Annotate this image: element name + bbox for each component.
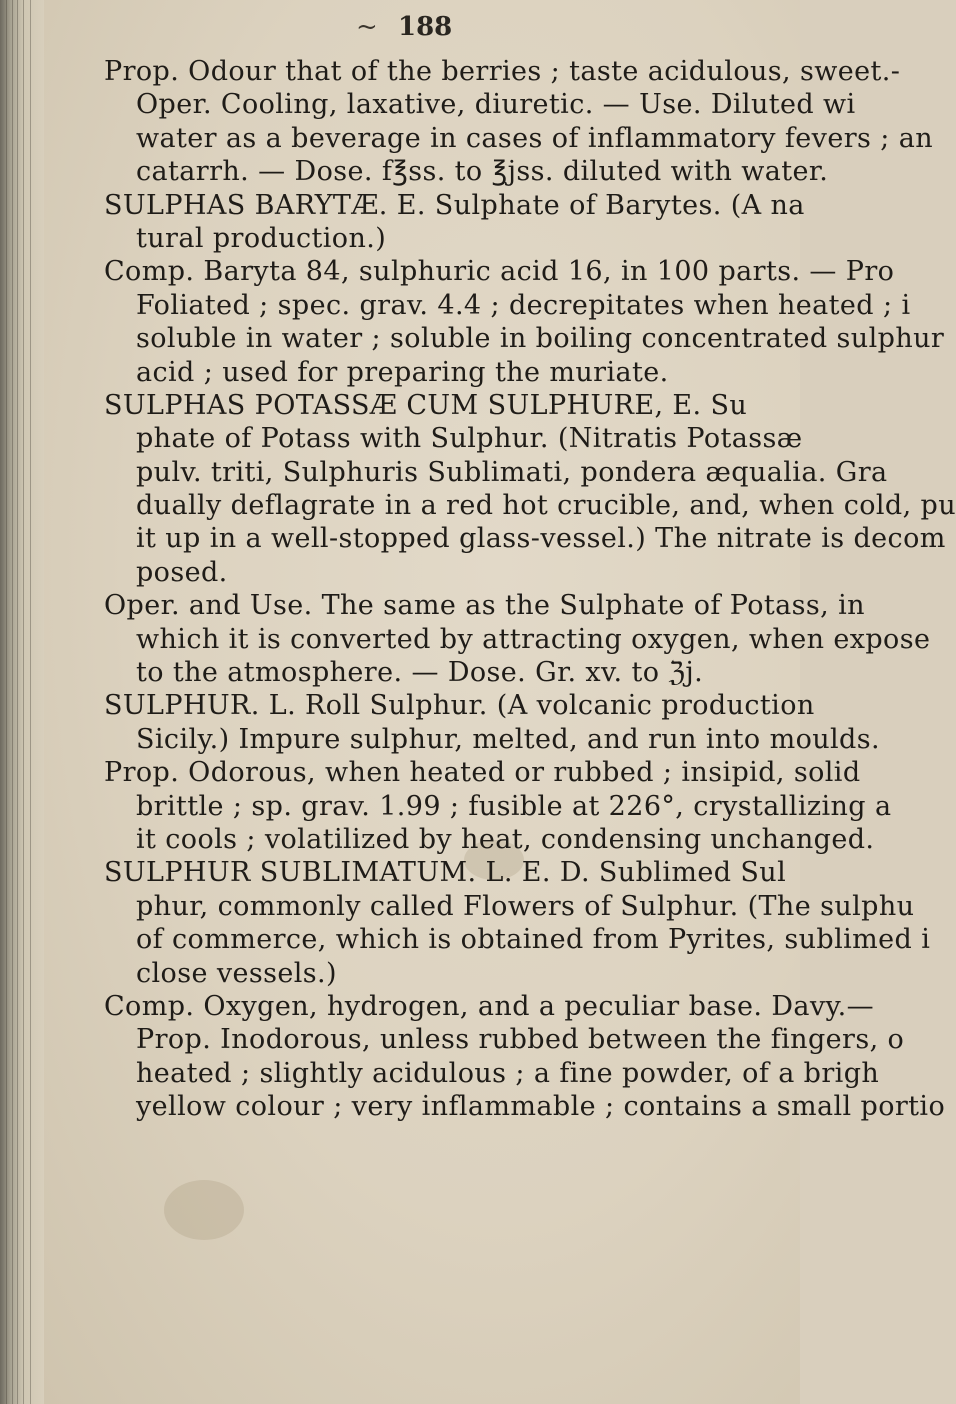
book-gutter — [0, 0, 44, 1404]
text-line: brittle ; sp. grav. 1.99 ; fusible at 226°, crystallizing a — [136, 790, 892, 822]
text-line: dually deflagrate in a red hot crucible, and, when cold, pu — [136, 490, 956, 522]
text-line: phur, commonly called Flowers of Sulphur. (The sulphu — [136, 890, 915, 922]
text-line: which it is converted by attracting oxygen, when expose — [136, 623, 931, 655]
text-line: heated ; slightly acidulous ; a fine powder, of a brigh — [136, 1057, 880, 1089]
body-text — [104, 55, 956, 1124]
header-mark: ~ — [356, 12, 378, 42]
text-line: catarrh. — Dose. f℥ss. to ℥jss. diluted with water. — [136, 156, 829, 188]
text-line: SULPHAS POTASSÆ CUM SULPHURE, E. Su — [104, 389, 748, 421]
text-line: of commerce, which is obtained from Pyrites, sublimed i — [136, 924, 931, 956]
text-line: tural production.) — [136, 222, 387, 254]
text-line: Sicily.) Impure sulphur, melted, and run into moulds. — [136, 723, 880, 755]
text-line: Prop. Odorous, when heated or rubbed ; insipid, solid — [104, 757, 861, 789]
text-line: Prop. Inodorous, unless rubbed between the fingers, o — [136, 1024, 905, 1056]
text-line: close vessels.) — [136, 957, 337, 989]
text-line: SULPHAS BARYTÆ. E. Sulphate of Barytes. (A na — [104, 189, 805, 221]
text-line: Prop. Odour that of the berries ; taste acidulous, sweet.- — [104, 56, 901, 87]
text-line: to the atmosphere. — Dose. Gr. xv. to ℨj. — [136, 657, 704, 689]
text-line: pulv. triti, Sulphuris Sublimati, pondera æqualia. Gra — [136, 456, 888, 488]
text-line: Comp. Oxygen, hydrogen, and a peculiar base. Davy.— — [104, 990, 874, 1022]
text-line: Oper. Cooling, laxative, diuretic. — Use. Diluted wi — [136, 89, 856, 121]
text-line: acid ; used for preparing the muriate. — [136, 356, 669, 388]
text-line: yellow colour ; very inflammable ; contains a small portio — [136, 1091, 946, 1123]
page-number: 188 — [398, 12, 453, 42]
text-line: posed. — [136, 556, 228, 588]
text-line: Oper. and Use. The same as the Sulphate of Potass, in — [104, 590, 865, 622]
text-line: SULPHUR. L. Roll Sulphur. (A volcanic production — [104, 690, 815, 722]
text-line: SULPHUR SUBLIMATUM. L. E. D. Sublimed Sul — [104, 857, 787, 889]
text-line: it up in a well-stopped glass-vessel.) The nitrate is decom — [136, 523, 946, 555]
text-line: phate of Potass with Sulphur. (Nitratis Potassæ — [136, 423, 803, 455]
text-line: water as a beverage in cases of inflammatory fevers ; an — [136, 122, 934, 154]
page-header — [44, 10, 800, 50]
text-line: soluble in water ; soluble in boiling concentrated sulphur — [136, 323, 945, 355]
text-line: Comp. Baryta 84, sulphuric acid 16, in 100 parts. — Pro — [104, 256, 895, 288]
book-page — [44, 0, 956, 1404]
text-line: Foliated ; spec. grav. 4.4 ; decrepitates when heated ; i — [136, 289, 911, 321]
text-line: it cools ; volatilized by heat, condensing unchanged. — [136, 823, 875, 855]
